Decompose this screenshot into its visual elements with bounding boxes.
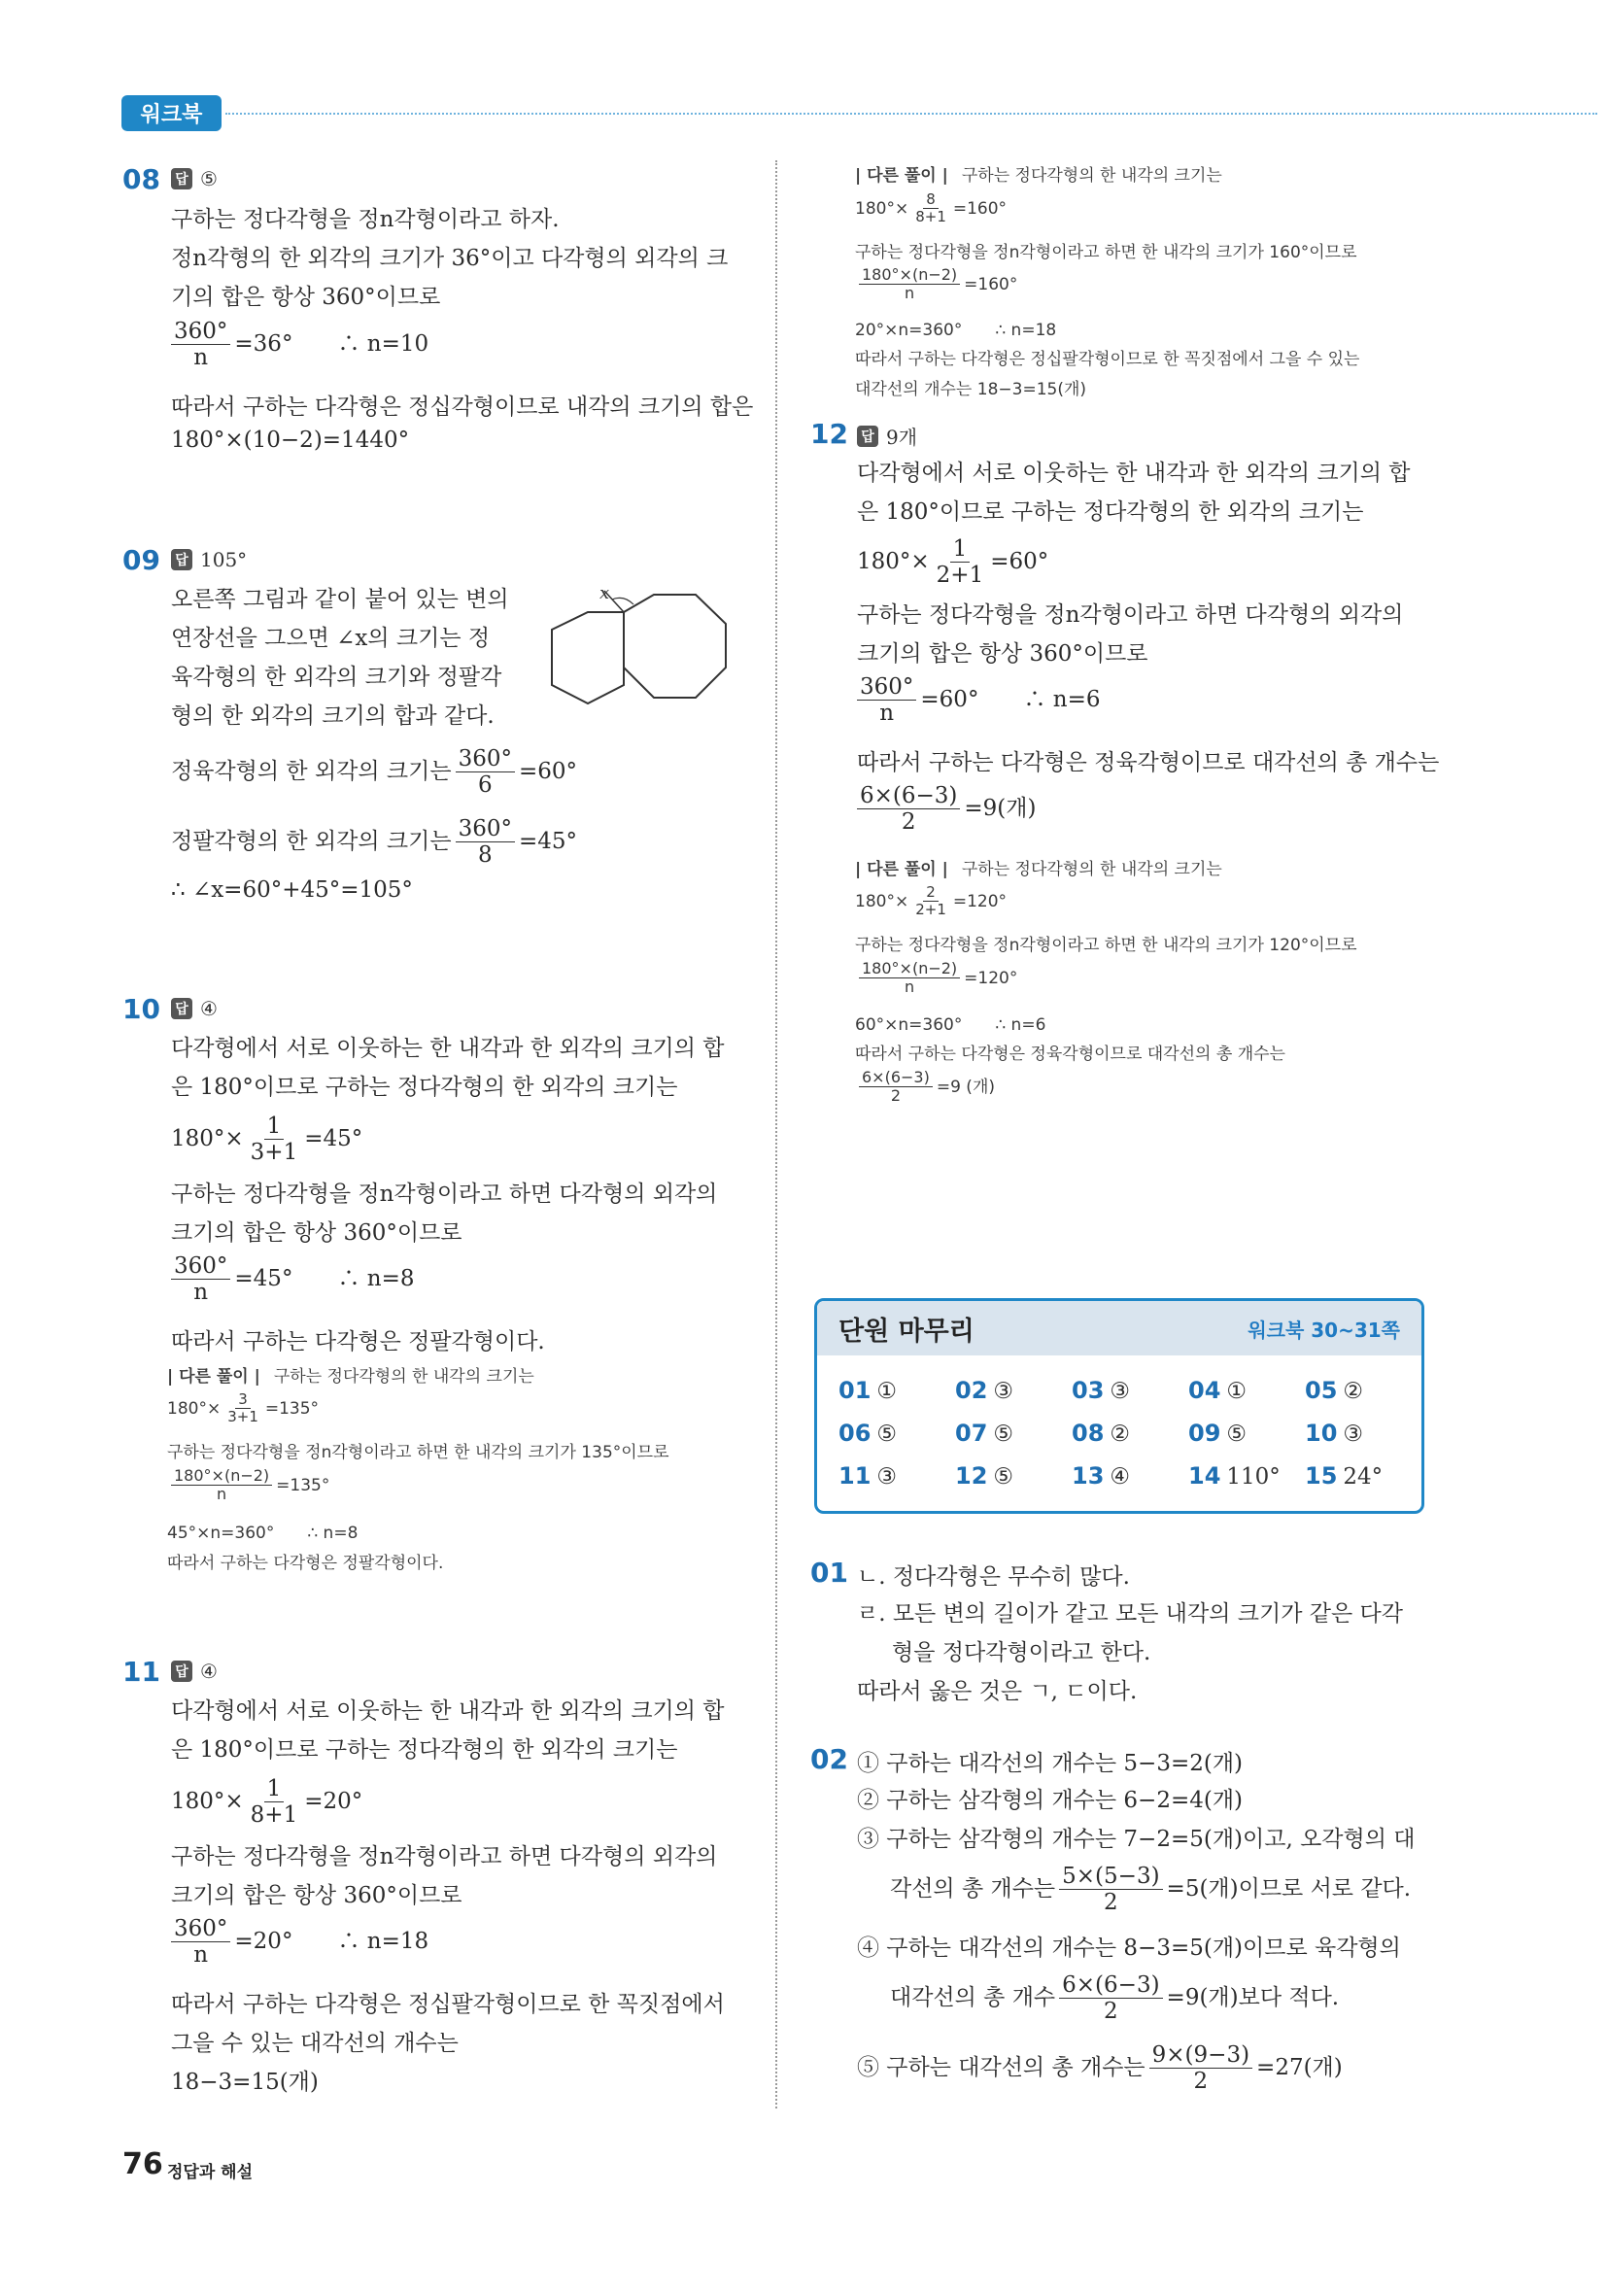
q12-eq2-denominator: n <box>879 701 895 727</box>
q11-eq1-numerator: 1 <box>264 1776 285 1802</box>
q12-alt2-pre: 180°× <box>855 891 909 911</box>
q12-eq1-numerator: 1 <box>950 536 971 563</box>
review-02-l4-text: 각선의 총 개수는 <box>890 1875 1056 1902</box>
review-02-l6-result: =9(개)보다 적다. <box>1166 1984 1340 2010</box>
q12-alt7-result: =9 (개) <box>936 1077 995 1097</box>
answer-value: ⑤ <box>993 1464 1014 1490</box>
q10-answer-value: ④ <box>200 997 218 1020</box>
review-02-line3: ③ 구하는 삼각형의 개수는 7−2=5(개)이고, 오각형의 대 <box>857 1827 1416 1852</box>
q11-alt2-numerator: 8 <box>923 191 939 209</box>
q10-eq2-result: =45° ∴ n=8 <box>234 1265 415 1291</box>
q11-eq1-pre: 180°× <box>171 1788 244 1814</box>
answer-number: 11 <box>838 1462 872 1490</box>
answer-tag-icon: 답 <box>171 168 192 189</box>
q08-eq-rest: =36° ∴ n=10 <box>234 330 429 357</box>
q12-line2: 은 180°이므로 구하는 정다각형의 한 외각의 크기는 <box>857 499 1364 525</box>
answer-number: 14 <box>1188 1462 1221 1490</box>
q09-l5-text: 정육각형의 한 외각의 크기는 <box>171 758 452 784</box>
review-01-line3: 형을 정다각형이라고 한다. <box>892 1640 1151 1665</box>
q12-eq1 <box>857 536 1048 589</box>
unit-review-page-ref: 워크북 30~31쪽 <box>1248 1318 1400 1342</box>
review-02-number: 02 <box>810 1743 848 1775</box>
q12-alt2-numerator: 2 <box>923 884 939 902</box>
review-02-line2: ② 구하는 삼각형의 개수는 6−2=4(개) <box>857 1788 1244 1813</box>
q11-alt-line6: 따라서 구하는 다각형은 정십팔각형이므로 한 꼭짓점에서 그을 수 있는 <box>855 350 1360 369</box>
q11-eq2-numerator: 360° <box>171 1916 230 1942</box>
q08-number: 08 <box>122 163 160 195</box>
answer-number: 07 <box>955 1420 988 1447</box>
answer-cell <box>955 1420 1072 1447</box>
q11-eq2 <box>167 1916 428 1969</box>
answer-value: ② <box>1343 1379 1364 1404</box>
answer-number: 04 <box>1188 1377 1221 1404</box>
q10-eq1-denominator: 3+1 <box>250 1140 298 1166</box>
answer-number: 06 <box>838 1420 872 1447</box>
q10-line2: 은 180°이므로 구하는 정다각형의 한 외각의 크기는 <box>171 1075 678 1100</box>
answer-value: ③ <box>1110 1379 1131 1404</box>
q08-eq-denominator: n <box>193 345 209 371</box>
answer-number: 15 <box>1305 1462 1338 1490</box>
answer-cell <box>1188 1420 1305 1447</box>
answer-cell <box>838 1462 955 1490</box>
q12-line1: 다각형에서 서로 이웃하는 한 내각과 한 외각의 크기의 합 <box>857 461 1411 486</box>
answer-number: 01 <box>838 1377 872 1404</box>
column-divider <box>775 160 777 2108</box>
q12-alt1-text: 구하는 정다각형의 한 내각의 크기는 <box>961 860 1222 879</box>
q09-answer <box>171 548 247 571</box>
q08-line6: 180°×(10−2)=1440° <box>171 428 410 453</box>
q10-eq1 <box>171 1114 362 1166</box>
review-02-l7-result: =27(개) <box>1256 2054 1343 2080</box>
answer-value: ③ <box>1343 1422 1364 1447</box>
q12-eq3-denominator: 2 <box>901 809 916 836</box>
q12-eq1-result: =60° <box>990 548 1049 574</box>
q11-alt-line7: 대각선의 개수는 18−3=15(개) <box>855 380 1087 399</box>
q12-alt-line5: 60°×n=360° ∴ n=6 <box>855 1015 1046 1035</box>
q12-alt-line7 <box>855 1069 995 1106</box>
review-01-line1: ㄴ. 정다각형은 무수히 많다. <box>857 1564 1130 1590</box>
q09-l6-denominator: 8 <box>477 842 493 869</box>
q09-line5 <box>171 746 577 799</box>
q10-eq1-pre: 180°× <box>171 1125 244 1151</box>
q10-eq1-numerator: 1 <box>264 1114 285 1140</box>
review-02-l7-numerator: 9×(9−3) <box>1149 2042 1252 2069</box>
q10-eq1-result: =45° <box>304 1125 363 1151</box>
q10-line1: 다각형에서 서로 이웃하는 한 내각과 한 외각의 크기의 합 <box>171 1036 725 1061</box>
answer-value: 110° <box>1226 1464 1281 1490</box>
q11-eq2-denominator: n <box>193 1942 209 1969</box>
review-02-l4-numerator: 5×(5−3) <box>1059 1864 1162 1890</box>
q11-alt4-result: =160° <box>964 274 1018 294</box>
q10-alt-line5: 45°×n=360° ∴ n=8 <box>167 1524 359 1543</box>
q11-line2: 은 180°이므로 구하는 정다각형의 한 외각의 크기는 <box>171 1737 678 1763</box>
q11-alt1-text: 구하는 정다각형의 한 내각의 크기는 <box>961 166 1222 186</box>
q09-answer-value: 105° <box>200 548 248 571</box>
q09-l5-numerator: 360° <box>456 746 515 772</box>
q12-alt7-denominator: 2 <box>890 1086 902 1106</box>
answer-cell <box>1072 1377 1188 1404</box>
answer-value: ③ <box>876 1464 898 1490</box>
footer-label: 정답과 해설 <box>167 2163 254 2182</box>
answer-row <box>838 1412 1421 1455</box>
q08-eq-numerator: 360° <box>171 319 230 345</box>
hexagon-shape <box>552 612 624 703</box>
answer-cell <box>1188 1377 1305 1404</box>
answer-value: ⑤ <box>1226 1422 1248 1447</box>
q12-alt-line6: 따라서 구하는 다각형은 정육각형이므로 대각선의 총 개수는 <box>855 1045 1285 1064</box>
answer-number: 13 <box>1072 1462 1105 1490</box>
q11-eq1-result: =20° <box>304 1788 363 1814</box>
review-02-line1: ① 구하는 대각선의 개수는 5−3=2(개) <box>857 1751 1244 1776</box>
q11-eq2-result: =20° ∴ n=18 <box>234 1928 429 1954</box>
answer-cell <box>955 1377 1072 1404</box>
unit-review-box <box>814 1298 1424 1514</box>
q11-line4: 구하는 정다각형을 정n각형이라고 하면 다각형의 외각의 <box>171 1844 718 1869</box>
answer-value: ③ <box>993 1379 1014 1404</box>
q10-eq2-numerator: 360° <box>171 1253 230 1280</box>
q11-alt4-numerator: 180°×(n−2) <box>859 266 960 285</box>
answer-number: 02 <box>955 1377 988 1404</box>
review-02-line5: ④ 구하는 대각선의 개수는 8−3=5(개)이므로 육각형의 <box>857 1936 1401 1961</box>
q11-alt4-denominator: n <box>905 284 915 303</box>
answer-tag-icon: 답 <box>171 549 192 570</box>
q09-l6-text: 정팔각형의 한 외각의 크기는 <box>171 828 452 854</box>
q11-alt2-result: =160° <box>952 198 1008 219</box>
q12-alt4-denominator: n <box>905 977 915 997</box>
hexagon-octagon-figure <box>536 583 742 709</box>
q09-line4: 형의 한 외각의 크기의 합과 같다. <box>171 703 495 729</box>
q12-alt7-numerator: 6×(6−3) <box>859 1069 933 1087</box>
q12-alt-line4 <box>855 960 1017 997</box>
answer-number: 03 <box>1072 1377 1105 1404</box>
q11-alt2-pre: 180°× <box>855 198 909 219</box>
q09-line2: 연장선을 그으면 ∠x의 크기는 정 <box>171 626 491 651</box>
q10-alt-line6: 따라서 구하는 다각형은 정팔각형이다. <box>167 1554 444 1573</box>
q12-alt-label: | 다른 풀이 | <box>855 860 948 879</box>
answer-row <box>838 1455 1421 1497</box>
q09-l5-denominator: 6 <box>477 772 493 799</box>
q10-alt-line3: 구하는 정다각형을 정n각형이라고 하면 한 내각의 크기가 135°이므로 <box>167 1443 669 1462</box>
q11-alt2-denominator: 8+1 <box>915 208 946 226</box>
q10-alt4-denominator: n <box>217 1485 227 1504</box>
q12-eq3 <box>853 783 1036 836</box>
answer-tag-icon: 답 <box>171 1661 192 1682</box>
q11-alt-line1 <box>855 161 1222 186</box>
header-divider <box>225 113 1597 115</box>
review-02-line4 <box>890 1864 1411 1916</box>
q11-number: 11 <box>122 1656 160 1688</box>
answer-value: ① <box>1226 1379 1248 1404</box>
answer-number: 10 <box>1305 1420 1338 1447</box>
review-02-line6 <box>890 1972 1339 2025</box>
answer-number: 05 <box>1305 1377 1338 1404</box>
q10-eq2 <box>167 1253 414 1306</box>
review-02-l6-text: 대각선의 총 개수 <box>890 1984 1056 2010</box>
q11-eq1-denominator: 8+1 <box>250 1802 298 1829</box>
q09-line1: 오른쪽 그림과 같이 붙어 있는 변의 <box>171 587 509 612</box>
answer-cell <box>1305 1377 1421 1404</box>
answer-value: ① <box>876 1379 898 1404</box>
q10-alt2-denominator: 3+1 <box>227 1408 258 1426</box>
q08-answer-value: ⑤ <box>200 167 218 190</box>
answer-cell <box>838 1420 955 1447</box>
q10-line4: 구하는 정다각형을 정n각형이라고 하면 다각형의 외각의 <box>171 1182 718 1207</box>
answer-value: ⑤ <box>876 1422 898 1447</box>
answer-cell <box>1072 1420 1188 1447</box>
q09-line3: 육각형의 한 외각의 크기와 정팔각 <box>171 665 502 690</box>
q10-alt4-result: =135° <box>276 1475 330 1495</box>
answer-value: ② <box>1110 1422 1131 1447</box>
review-02-l4-denominator: 2 <box>1104 1890 1118 1916</box>
q12-eq3-numerator: 6×(6−3) <box>857 783 960 809</box>
q10-alt-line1 <box>167 1362 534 1387</box>
review-02-l6-numerator: 6×(6−3) <box>1059 1972 1162 1999</box>
q10-line5: 크기의 합은 항상 360°이므로 <box>171 1220 462 1246</box>
q11-alt-line5: 20°×n=360° ∴ n=18 <box>855 321 1057 340</box>
octagon-shape <box>624 595 726 698</box>
page-number: 76 <box>122 2147 163 2181</box>
q10-alt2-numerator: 3 <box>235 1391 251 1409</box>
q11-alt-line2 <box>855 191 1007 226</box>
q11-alt-line4 <box>855 266 1017 303</box>
q09-number: 09 <box>122 544 160 576</box>
q12-alt-line1 <box>855 855 1222 879</box>
q10-eq2-denominator: n <box>193 1280 209 1306</box>
answer-cell <box>1072 1462 1188 1490</box>
q08-line3: 기의 합은 항상 360°이므로 <box>171 285 441 310</box>
answer-value: 24° <box>1343 1464 1384 1490</box>
q10-alt-line2 <box>167 1391 319 1426</box>
q12-alt-line3: 구하는 정다각형을 정n각형이라고 하면 한 내각의 크기가 120°이므로 <box>855 936 1357 955</box>
q10-alt1-text: 구하는 정다각형의 한 내각의 크기는 <box>273 1367 534 1387</box>
answer-value: ⑤ <box>993 1422 1014 1447</box>
review-02-line7 <box>857 2042 1343 2095</box>
q11-line7: 따라서 구하는 다각형은 정십팔각형이므로 한 꼭짓점에서 <box>171 1992 725 2017</box>
answer-cell <box>1305 1420 1421 1447</box>
answer-tag-icon: 답 <box>857 426 878 447</box>
answer-number: 12 <box>955 1462 988 1490</box>
review-01-line4: 따라서 옳은 것은 ㄱ, ㄷ이다. <box>857 1679 1138 1704</box>
review-01-number: 01 <box>810 1557 848 1589</box>
q11-answer <box>171 1660 218 1683</box>
answer-value: ④ <box>1110 1464 1131 1490</box>
answer-number: 08 <box>1072 1420 1105 1447</box>
review-02-l7-text: ⑤ 구하는 대각선의 총 개수는 <box>857 2054 1145 2080</box>
q11-answer-value: ④ <box>200 1660 218 1683</box>
q08-equation <box>167 319 428 371</box>
angle-x-label: x <box>599 583 610 603</box>
q12-alt4-result: =120° <box>964 968 1018 988</box>
q10-line7: 따라서 구하는 다각형은 정팔각형이다. <box>171 1329 545 1354</box>
q08-answer <box>171 167 218 190</box>
q10-alt4-numerator: 180°×(n−2) <box>171 1467 272 1486</box>
workbook-tab: 워크북 <box>121 95 222 131</box>
answer-cell <box>838 1377 955 1404</box>
q11-line9: 18−3=15(개) <box>171 2070 319 2095</box>
review-02-l7-denominator: 2 <box>1193 2069 1209 2095</box>
q11-eq1 <box>171 1776 362 1829</box>
review-02-l6-denominator: 2 <box>1104 1999 1118 2025</box>
q12-eq2-result: =60° ∴ n=6 <box>920 686 1101 712</box>
q12-alt2-denominator: 2+1 <box>915 901 946 919</box>
q10-answer <box>171 997 218 1020</box>
q11-line8: 그을 수 있는 대각선의 개수는 <box>171 2031 459 2056</box>
answer-cell <box>955 1462 1072 1490</box>
q09-l6-result: =45° <box>518 828 578 854</box>
q10-alt-label: | 다른 풀이 | <box>167 1367 260 1387</box>
q11-alt-label: | 다른 풀이 | <box>855 166 948 186</box>
q12-alt2-result: =120° <box>952 891 1008 911</box>
q12-alt-line2 <box>855 884 1007 919</box>
q10-alt2-pre: 180°× <box>167 1398 222 1419</box>
q12-eq2-numerator: 360° <box>857 674 916 701</box>
q12-eq1-pre: 180°× <box>857 548 930 574</box>
q08-line2: 정n각형의 한 외각의 크기가 36°이고 다각형의 외각의 크 <box>171 246 729 271</box>
q09-l6-numerator: 360° <box>456 816 515 842</box>
q12-eq2 <box>853 674 1100 727</box>
q10-alt2-result: =135° <box>264 1398 320 1419</box>
unit-review-header <box>817 1301 1421 1355</box>
q12-line5: 크기의 합은 항상 360°이므로 <box>857 641 1148 667</box>
q08-line1: 구하는 정다각형을 정n각형이라고 하자. <box>171 207 560 232</box>
answer-row <box>838 1369 1421 1412</box>
unit-review-answers <box>817 1355 1421 1497</box>
q12-answer-value: 9개 <box>886 426 918 449</box>
q12-eq3-result: =9(개) <box>964 795 1037 821</box>
q10-alt-line4 <box>167 1467 329 1504</box>
q10-number: 10 <box>122 993 160 1025</box>
q12-answer <box>857 422 917 450</box>
review-01-line2: ㄹ. 모든 변의 길이가 같고 모든 내각의 크기가 같은 다각 <box>857 1601 1403 1627</box>
q12-alt4-numerator: 180°×(n−2) <box>859 960 960 978</box>
q11-line5: 크기의 합은 항상 360°이므로 <box>171 1883 462 1908</box>
q12-eq1-denominator: 2+1 <box>936 563 984 589</box>
q12-number: 12 <box>810 418 848 450</box>
q12-line4: 구하는 정다각형을 정n각형이라고 하면 다각형의 외각의 <box>857 602 1404 628</box>
q11-alt-line3: 구하는 정다각형을 정n각형이라고 하면 한 내각의 크기가 160°이므로 <box>855 243 1357 262</box>
review-02-l4-result: =5(개)이므로 서로 같다. <box>1166 1875 1412 1902</box>
q12-line7: 따라서 구하는 다각형은 정육각형이므로 대각선의 총 개수는 <box>857 750 1440 775</box>
answer-number: 09 <box>1188 1420 1221 1447</box>
answer-tag-icon: 답 <box>171 998 192 1019</box>
answer-cell <box>1188 1462 1305 1490</box>
q09-l5-result: =60° <box>518 758 578 784</box>
answer-cell <box>1305 1462 1421 1490</box>
q11-line1: 다각형에서 서로 이웃하는 한 내각과 한 외각의 크기의 합 <box>171 1698 725 1724</box>
q08-line5: 따라서 구하는 다각형은 정십각형이므로 내각의 크기의 합은 <box>171 394 754 420</box>
q09-line7: ∴ ∠x=60°+45°=105° <box>171 877 413 903</box>
unit-review-title: 단원 마무리 <box>838 1316 974 1347</box>
q09-line6 <box>171 816 577 869</box>
